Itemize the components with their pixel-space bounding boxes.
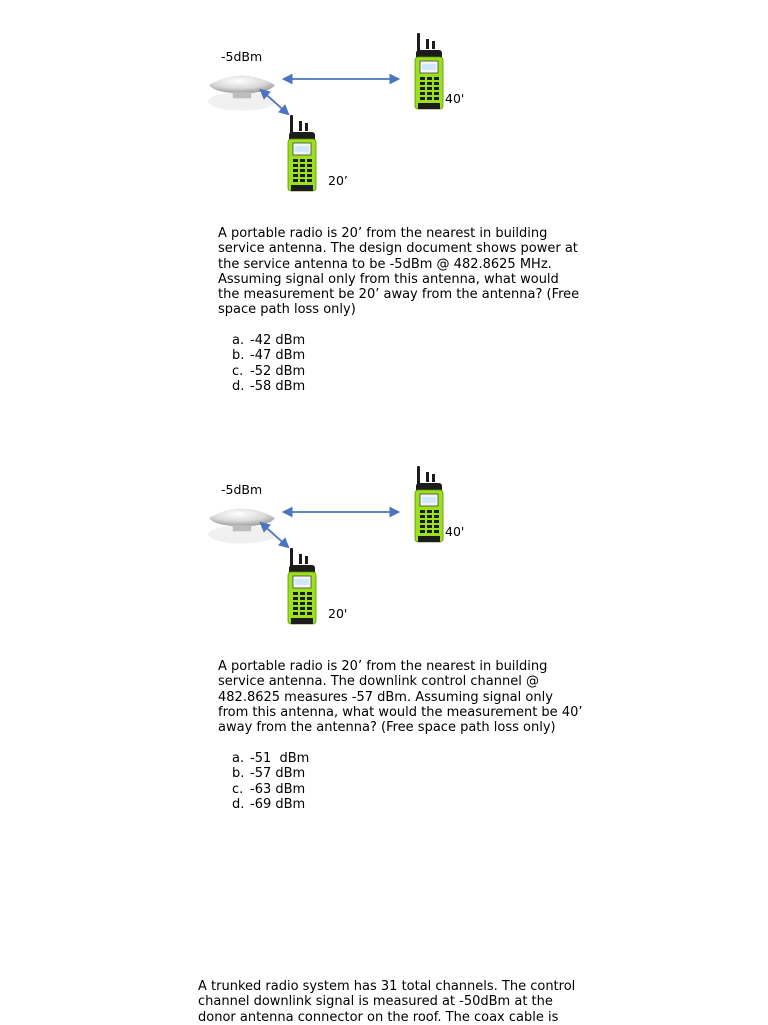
option-a: a. -51 dBm: [232, 751, 310, 766]
option-c: c. -52 dBm: [232, 363, 306, 379]
near-distance-label: 20’: [328, 173, 348, 188]
option-a: a. -42 dBm: [232, 333, 306, 348]
antenna-power-label: -5dBm: [221, 482, 263, 497]
portable-radio-far-icon: [414, 33, 444, 113]
portable-radio-near-icon: [287, 548, 317, 628]
antenna-power-label: -5dBm: [221, 49, 263, 64]
far-distance-label: 40': [445, 91, 465, 106]
option-d: d. -69 dBm: [232, 796, 306, 812]
question-text: A portable radio is 20’ from the nearest in building service antenna. The design document shows power at the service antenna to be -5dBm @ 482.8625 MHz. Assuming signal only from this antenna, what would the measurement be 20’ away from the antenna? (Free space path loss only): [218, 226, 580, 318]
question-text: A portable radio is 20’ from the nearest in building service antenna. The downlink control channel @ 482.8625 measures -57 dBm. Assuming signal only from this antenna, what would the measurement be 40’ away from the antenna? (Free space path loss only): [218, 659, 583, 736]
option-b: b. -57 dBm: [232, 766, 306, 782]
answer-options: [232, 333, 305, 394]
portable-radio-far-icon: [414, 466, 444, 546]
question-3-text: A trunked radio system has 31 total channels. The control channel downlink signal is measured at -50dBm at the donor antenna connector on the roof. The coax cable is: [198, 979, 576, 1025]
near-distance-label: 20': [328, 606, 348, 621]
far-distance-label: 40': [445, 524, 465, 539]
arrow-horizontal: [282, 506, 402, 518]
option-c: c. -63 dBm: [232, 781, 306, 797]
option-b: b. -47 dBm: [232, 348, 306, 364]
portable-radio-near-icon: [287, 115, 317, 195]
arrow-horizontal: [282, 73, 402, 85]
option-d: d. -58 dBm: [232, 378, 306, 394]
answer-options: [232, 751, 309, 812]
